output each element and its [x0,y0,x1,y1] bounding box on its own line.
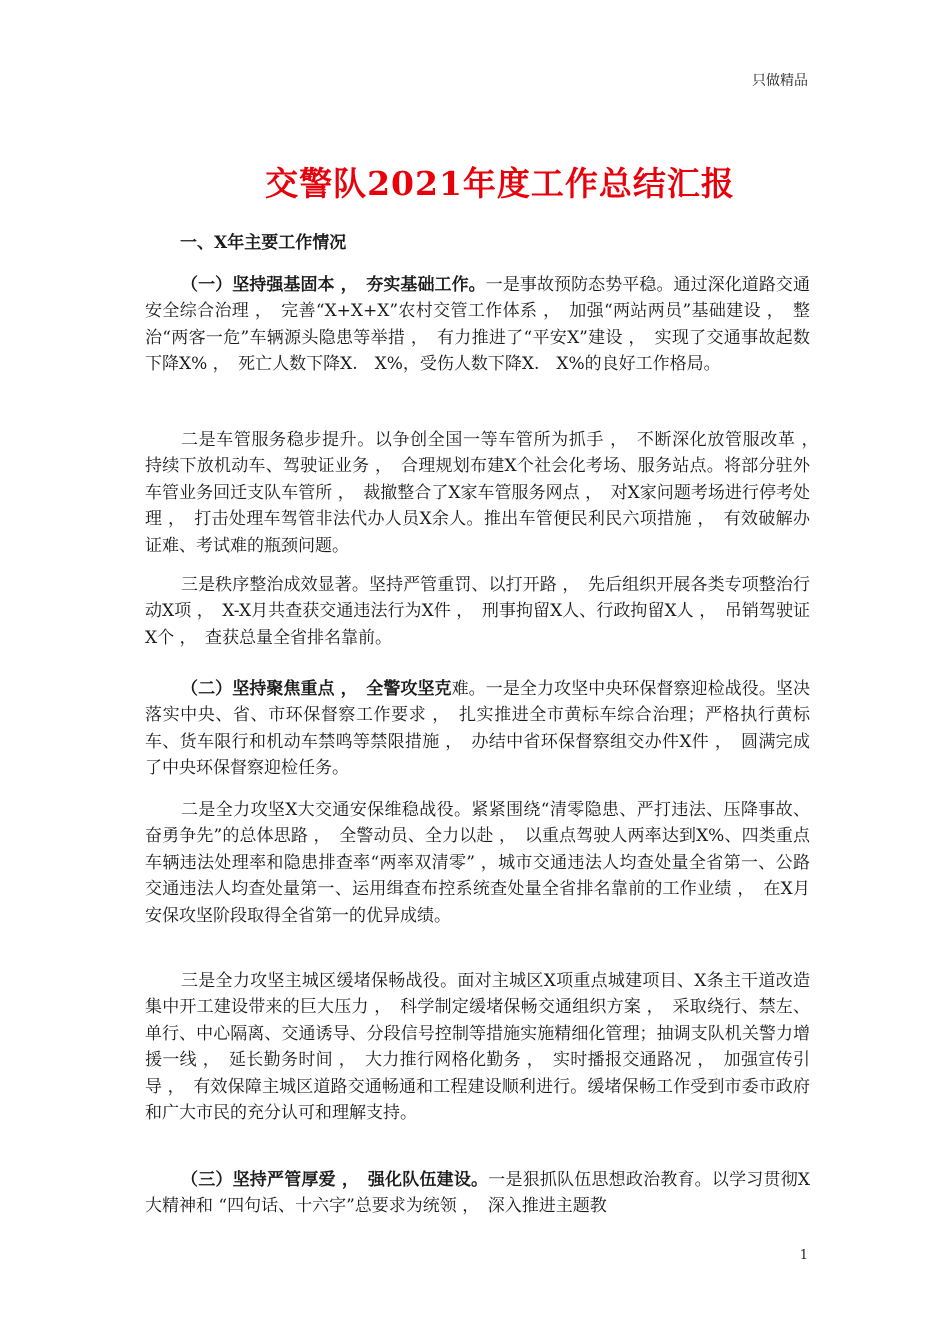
paragraph-focus-key-points [145,676,810,782]
paragraph-text: 一是狠抓队伍思想政治教育。以学习贯彻X大精神和 “四句话、十六字”总要求为统领 ， 深入推进主题教 [145,1170,811,1217]
page-number: 1 [799,1248,808,1263]
paragraph-team-building [145,1167,810,1220]
paragraph-text: 三是全力攻坚主城区缓堵保畅战役。面对主城区X项重点城建项目、X条主干道改造集中开工建设带来的巨大压力 ， 科学制定缓堵保畅交通组织方案 ， 采取绕行、禁左、单行、中心隔离、交通诱导、分段信号控制等措施实施精细化管理；抽调支队机关警力增援一线 ， 延长勤务时间 ， 大力推行网格化勤务 ， 实时播报交通路况 ， 加强宣传引导 ， 有效保障主城区道路交通畅通和工程建设顺利进行。缓堵保畅工作受到市委市政府和广大市民的充分认可和理解支持。 [145,971,810,1124]
subsection-heading: （三）坚持严管厚爱 ， 强化队伍建设。 [181,1170,489,1190]
subsection-heading: （一）坚持强基固本 ， 夯实基础工作。 [181,275,486,295]
subsection-heading: （二）坚持聚焦重点 ， 全警攻坚克 [181,679,452,699]
paragraph-order-rectification [145,572,810,651]
paragraph-vehicle-service [145,427,827,559]
paragraph-congestion-relief [145,968,810,1126]
paragraph-text: 难。一是全力攻坚中央环保督察迎检战役。坚决落实中央、省、市环保督察工作要求 ， 扎实推进全市黄标车综合治理；严格执行黄标车、货车限行和机动车禁鸣等禁限措施 ， 办结中省环保督察组交办件X件 ， 圆满完成了中央环保督察迎检任务。 [145,679,811,779]
paragraph-security-campaign [145,797,810,929]
paragraph-text: 三是秩序整治成效显著。坚持严管重罚、以打开路 ， 先后组织开展各类专项整治行动X项 ， X-X月共查获交通违法行为X件 ， 刑事拘留X人、行政拘留X人 ， 吊销驾驶证X个 ， 查获总量全省排名靠前。 [145,575,810,648]
paragraph-text: 一是事故预防态势平稳。通过深化道路交通安全综合治理 ， 完善“X+X+X”农村交管工作体系 ， 加强“两站两员”基础建设 ， 整治“两客一危”车辆源头隐患等举措 ， 有力推进了“平安X”建设 ， 实现了交通事故起数下降X% ， 死亡人数下降X. X%，受伤人数下降X. X%的良好工作格局。 [145,275,811,375]
header-note: 只做精品 [752,73,808,89]
paragraph-text: 二是车管服务稳步提升。以争创全国一等车管所为抓手 ， 不断深化放管服改革 ， 持续下放机动车、驾驶证业务 ， 合理规划布建X个社会化考场、服务站点。将部分驻外车管业务回迁支队车管所 ， 裁撤整合了X家车管服务网点 ， 对X家问题考场进行停考处理 ， 打击处理车驾管非法代办人员X余人。推出车管便民利民六项措施 ， 有效破解办证难、考试难的瓶颈问题。 [145,430,827,556]
document-title: 交警队2021年度工作总结汇报 [265,164,735,203]
section-heading: 一、X年主要工作情况 [180,233,347,253]
paragraph-text: 二是全力攻坚X大交通安保维稳战役。紧紧围绕“清零隐患、严打违法、压降事故、奋勇争先”的总体思路 ， 全警动员、全力以赴 ， 以重点驾驶人两率达到X%、四类重点车辆违法处理率和隐患排查率“两率双清零” ，城市交通违法人均查处量全省第一、公路交通违法人均查处量第一、运用缉查布控系统查处量全省排名靠前的工作业绩 ， 在X月安保攻坚阶段取得全省第一的优异成绩。 [145,800,810,926]
paragraph-basic-work [145,272,810,378]
